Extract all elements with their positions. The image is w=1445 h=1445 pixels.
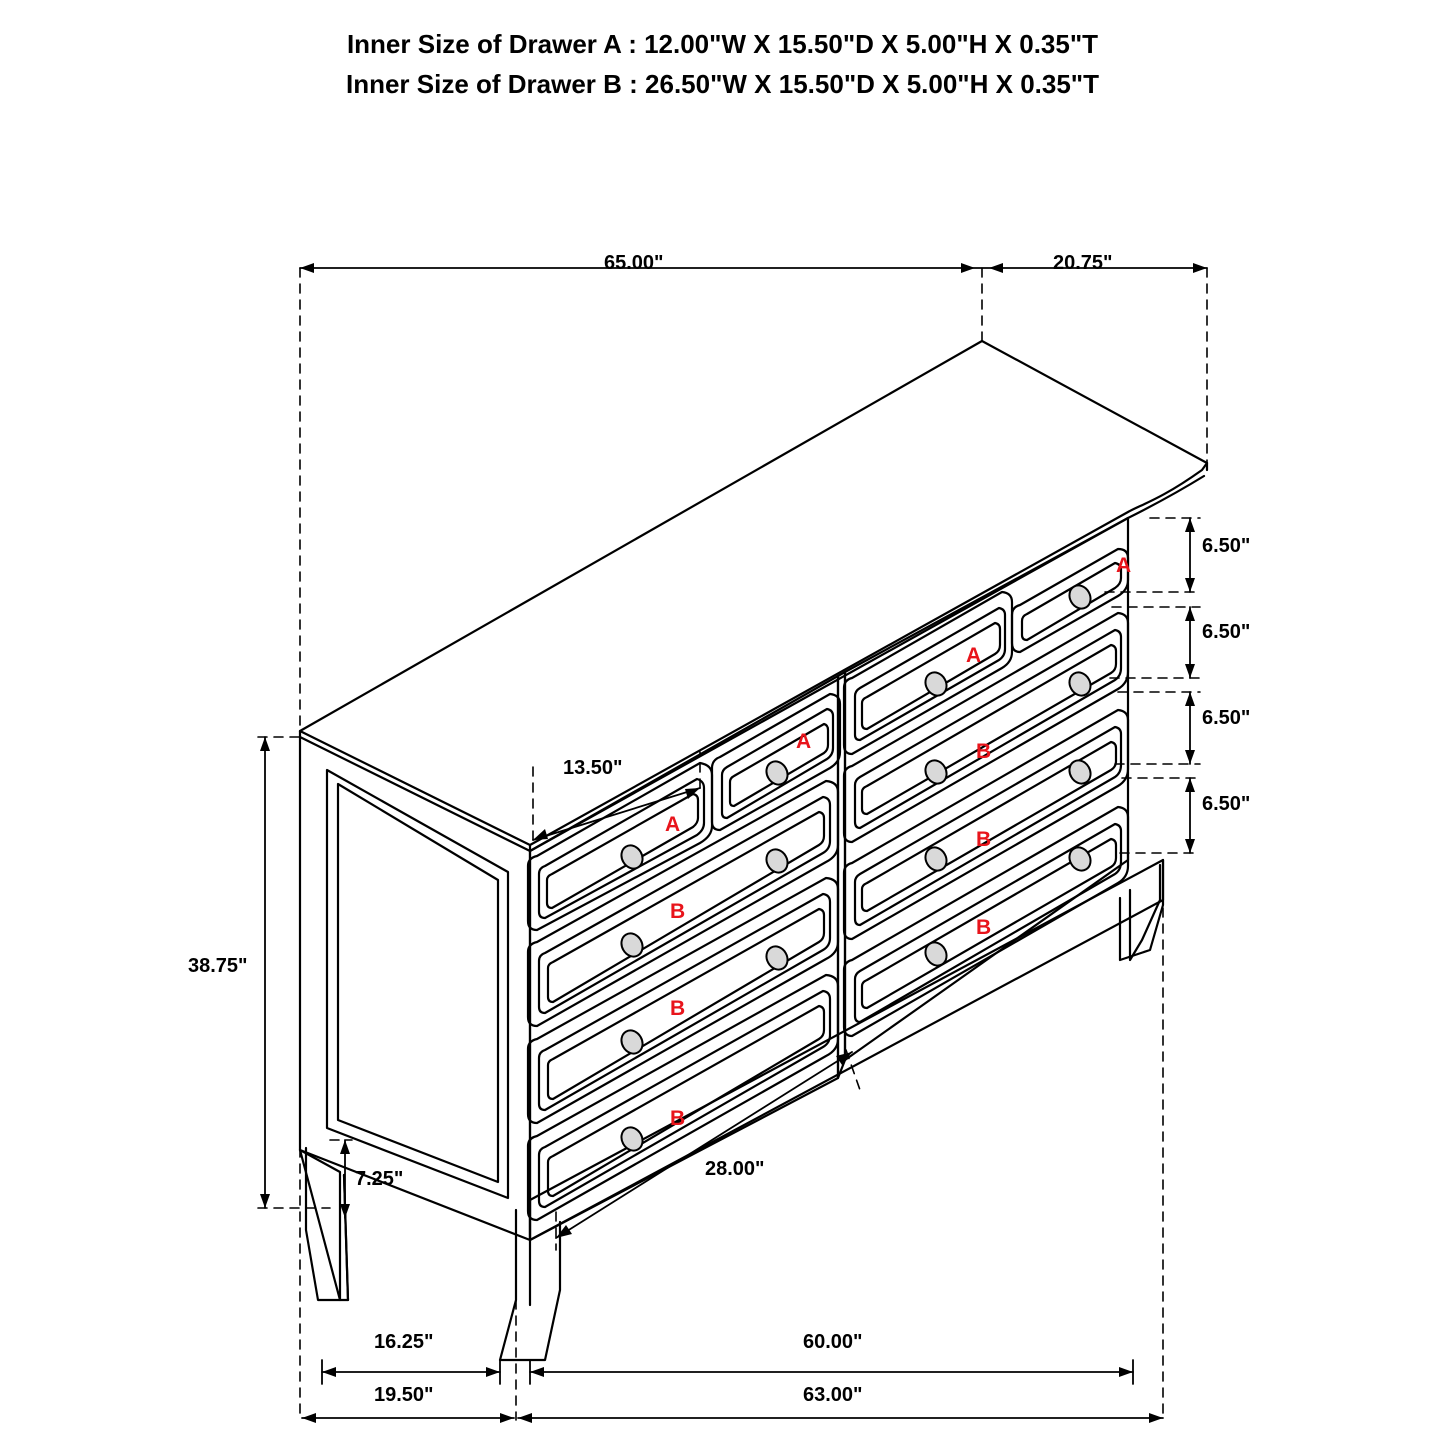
drawer-label-a-top-right: A <box>1116 554 1132 577</box>
header-line-drawer-a: Inner Size of Drawer A : 12.00"W X 15.50"D X 5.00"H X 0.35"T <box>346 29 1099 59</box>
dim-side-depth-inner: 16.25" <box>374 1331 434 1353</box>
dim-front-width-outer: 63.00" <box>803 1384 863 1406</box>
drawer-label-b-right-3: B <box>976 916 992 939</box>
dim-total-height: 38.75" <box>188 955 248 977</box>
dim-row1-height: 6.50" <box>1202 535 1251 557</box>
drawer-label-b-right-1: B <box>976 740 992 763</box>
dim-side-depth-outer: 19.50" <box>374 1384 434 1406</box>
drawer-label-b-left-1: B <box>670 900 686 923</box>
dim-front-width-inner: 60.00" <box>803 1331 863 1353</box>
drawer-label-b-right-2: B <box>976 828 992 851</box>
dim-large-drawer-width: 28.00" <box>705 1158 765 1180</box>
dim-row3-height: 6.50" <box>1202 707 1251 729</box>
drawer-label-b-left-2: B <box>670 997 686 1020</box>
drawer-label-a-mid-right: A <box>966 644 982 667</box>
drawer-label-b-left-3: B <box>670 1107 686 1130</box>
header-line-drawer-b: Inner Size of Drawer B : 26.50"W X 15.50"D X 5.00"H X 0.35"T <box>345 69 1100 99</box>
dim-leg-height: 7.25" <box>355 1168 404 1190</box>
drawer-label-a-left: A <box>665 813 681 836</box>
dim-row2-height: 6.50" <box>1202 621 1251 643</box>
dim-row4-height: 6.50" <box>1202 793 1251 815</box>
drawer-label-a-mid-left: A <box>796 730 812 753</box>
dim-top-width: 65.00" <box>604 252 664 274</box>
dim-small-drawer-width: 13.50" <box>563 757 623 779</box>
dim-top-depth: 20.75" <box>1053 252 1113 274</box>
